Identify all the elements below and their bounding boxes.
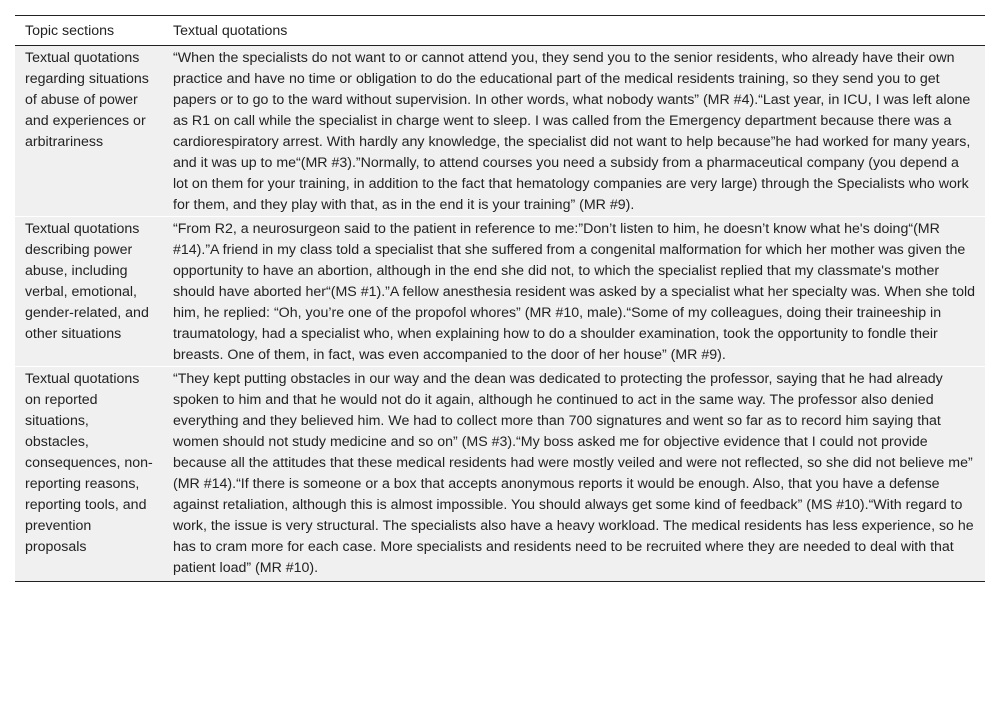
- topic-cell: Textual quotations regarding situations of abuse of power and experiences or arbitrariness: [15, 46, 163, 217]
- header-topic-sections: Topic sections: [15, 16, 163, 46]
- quote-cell: “From R2, a neurosurgeon said to the patient in reference to me:”Don’t listen to him, he doesn’t know what he's doing“(MR #14).”A friend in my class told a specialist that she suffered from a congenital malformation for which her mother was given the opportunity to have an abortion, although in the end she did not, to which the specialist replied that my classmate's mother should have aborted her“(MS #1).”A fellow anesthesia resident was asked by a specialist what her specialty was. When she told him, he replied: “Oh, you’re one of the propofol whores” (MR #10, male).“Some of my colleagues, doing their traineeship in traumatology, had a specialist who, when explaining how to do a shoulder examination, took the opportunity to fondle their breasts. One of them, in fact, was even accompanied to the door of her house” (MR #9).: [163, 217, 985, 367]
- topic-cell: Textual quotations on reported situations, obstacles, consequences, non-reporting reasons, reporting tools, and prevention proposals: [15, 367, 163, 582]
- header-row: [15, 16, 985, 46]
- table-body: [15, 46, 985, 582]
- table-row: [15, 217, 985, 367]
- table-row: [15, 46, 985, 217]
- topic-cell: Textual quotations describing power abuse, including verbal, emotional, gender-related, and other situations: [15, 217, 163, 367]
- quote-cell: “When the specialists do not want to or cannot attend you, they send you to the senior residents, who already have their own practice and have no time or obligation to do the educational part of the medical residents training, so they send you to get papers or to go to the ward without supervision. In other words, what nobody wants” (MR #4).“Last year, in ICU, I was left alone as R1 on call while the specialist in charge went to sleep. I was called from the Emergency department because there was a cardiorespiratory arrest. With hardly any knowledge, the specialist did not want to help because”he had worked for many years, and it was up to me“(MR #3).”Normally, to attend courses you need a subsidy from a pharmaceutical company (you depend a lot on them for your training, in addition to the fact that hematology companies are very large) through the Specialists who work for them, and they play with that, as in the end it is your training” (MR #9).: [163, 46, 985, 217]
- table-header: [15, 16, 985, 46]
- table-row: [15, 367, 985, 582]
- quotations-table: [15, 15, 985, 582]
- header-textual-quotations: Textual quotations: [163, 16, 985, 46]
- quotations-table-container: [15, 15, 985, 582]
- quote-cell: “They kept putting obstacles in our way and the dean was dedicated to protecting the professor, saying that he had already spoken to him and that he would not do it again, although he continued to act in the same way. The professor also denied everything and they believed him. We had to collect more than 700 signatures and went so far as to record him saying that women should not study medicine and so on” (MS #3).“My boss asked me for objective evidence that I could not provide because all the attitudes that these medical residents had were mostly veiled and were not reflected, so she did not believe me” (MR #14).“If there is someone or a box that accepts anonymous reports it would be enough. Also, that you have a defense against retaliation, although this is almost impossible. You should always get some kind of feedback” (MS #10).“With regard to work, the issue is very structural. The specialists also have a heavy workload. The medical residents has less experience, so he has to cram more for each case. More specialists and residents need to be recruited where they are needed to deal with that patient load” (MR #10).: [163, 367, 985, 582]
